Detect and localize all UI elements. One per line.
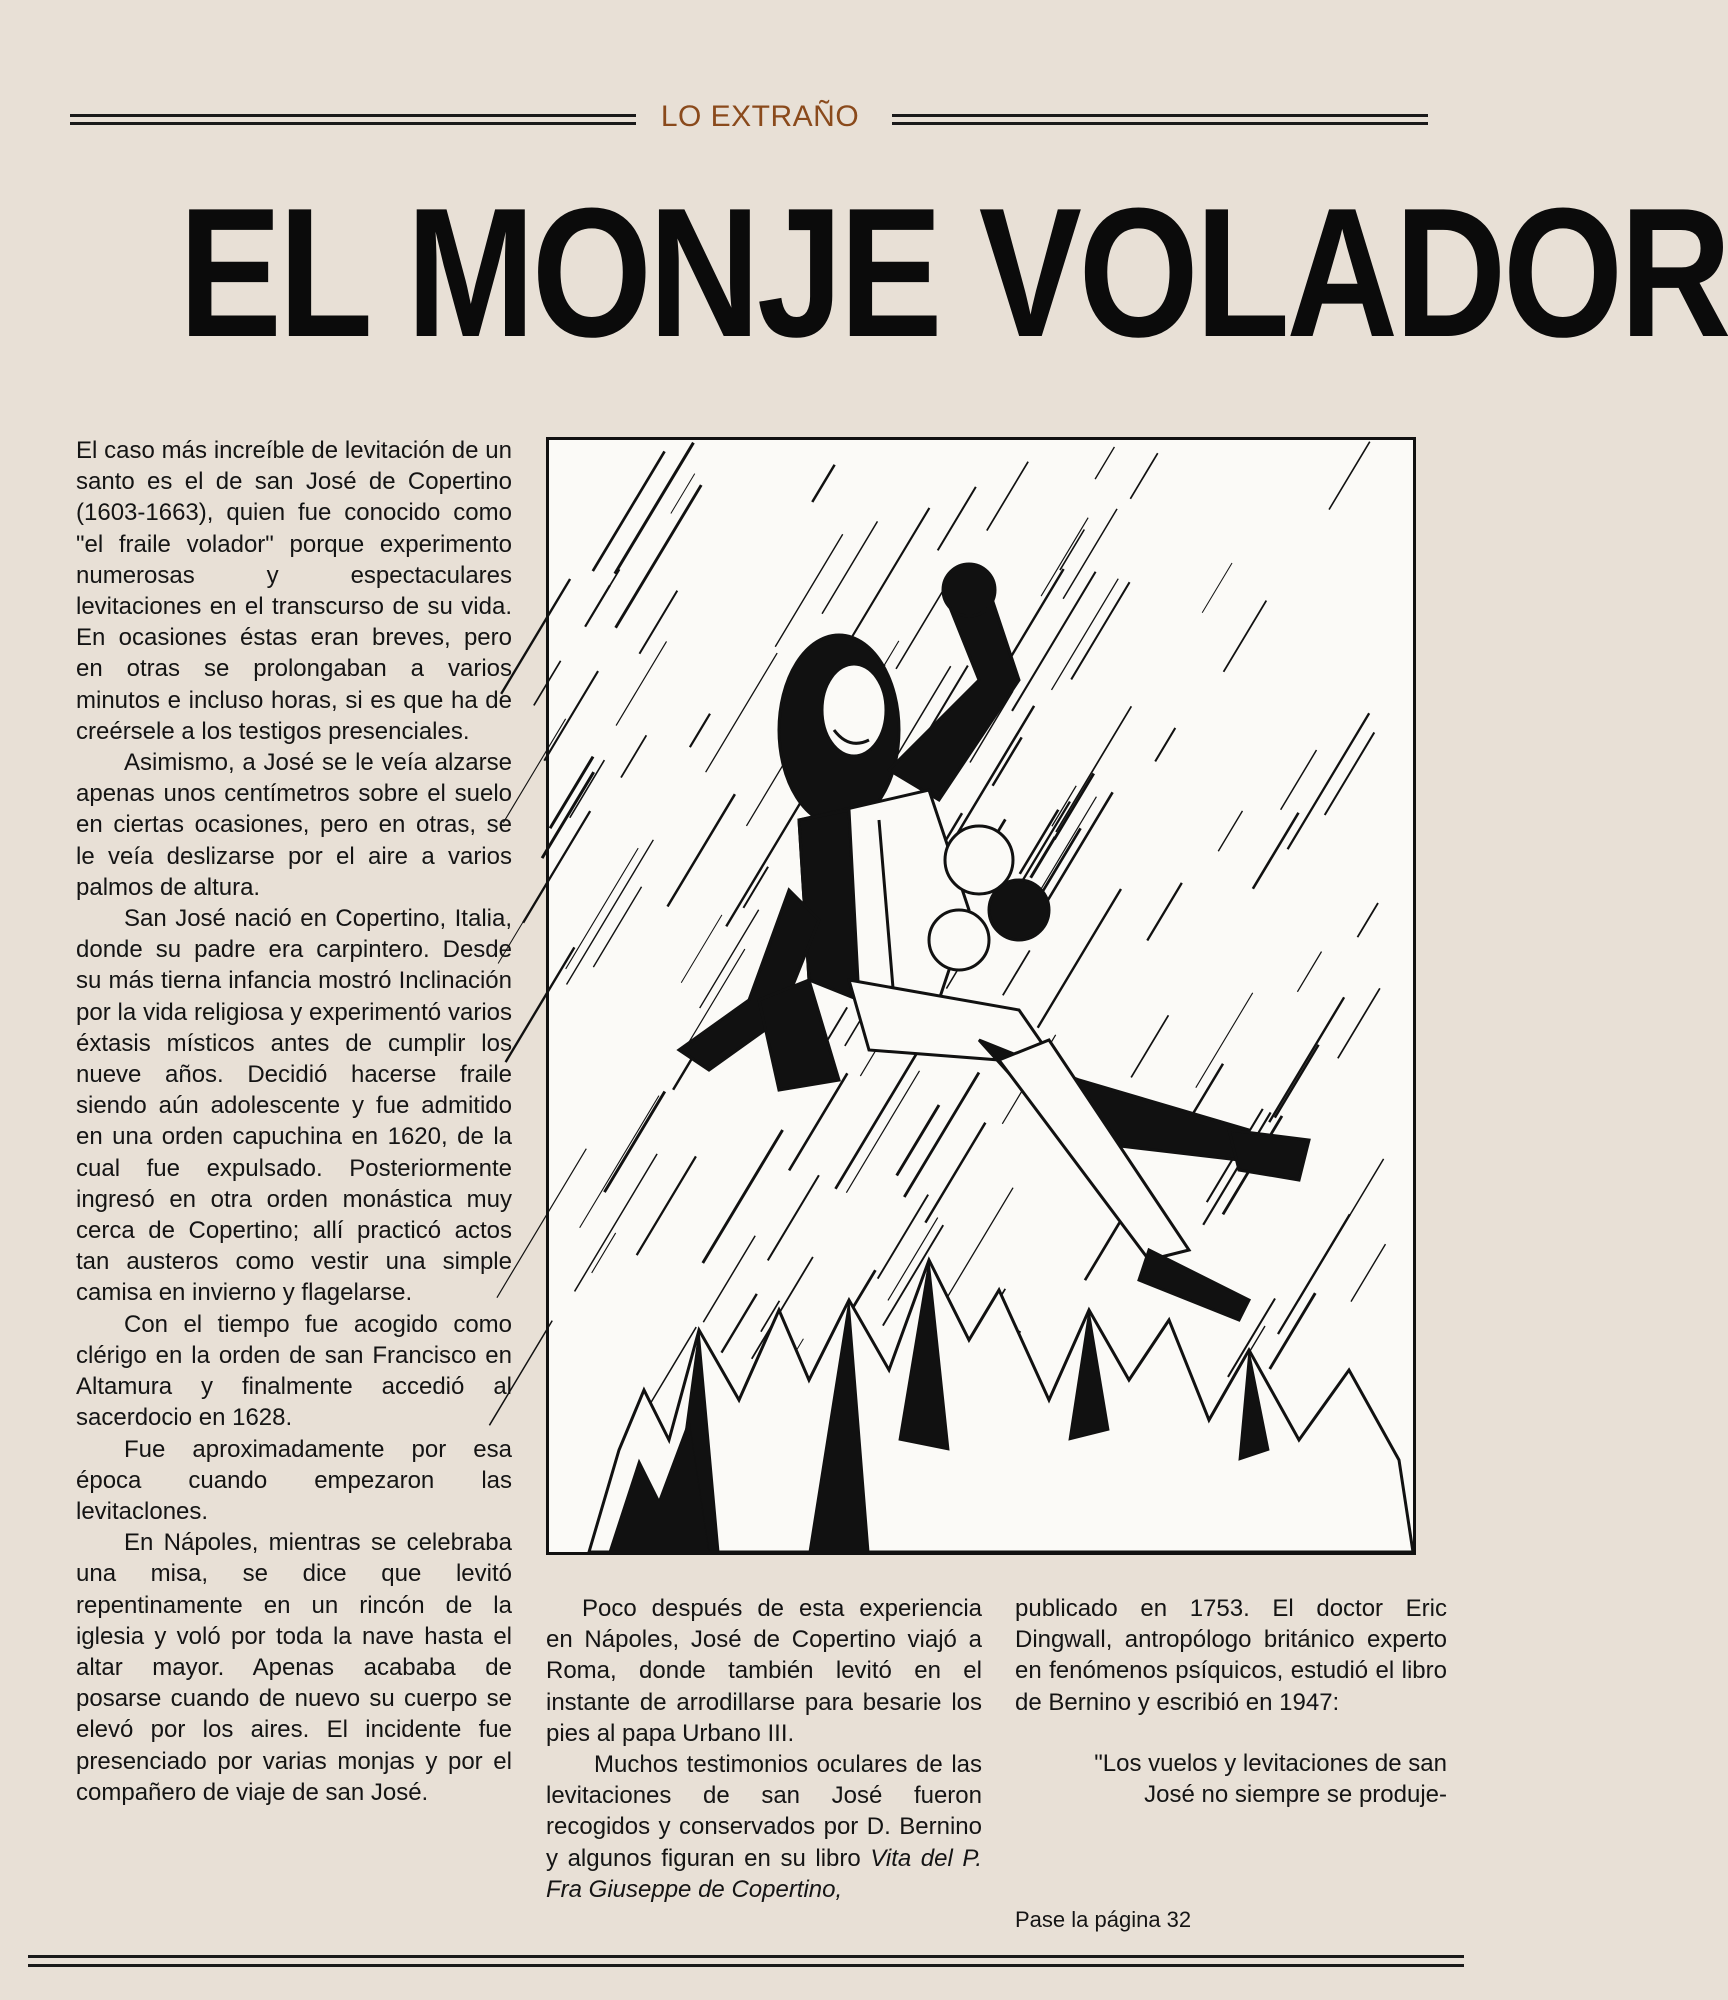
section-label: LO EXTRAÑO [660, 100, 860, 133]
header-rule-right-top [892, 114, 1428, 117]
paragraph: publicado en 1753. El doctor Eric Dingwall, antropólogo británico experto en fenómenos psíquicos, estudió el libro de Bernino y escribió en 1947: [1015, 1595, 1447, 1716]
headline: EL MONJE VOLADOR [178, 169, 1728, 375]
paragraph: Asimismo, a José se le veía alzarse apenas unos centímetros sobre el suelo en ciertas ocasiones, pero en otras, se le veía deslizarse por el aire a varios palmos de altura. [76, 749, 512, 901]
article-column-3 [1015, 1593, 1447, 1810]
paragraph: San José nació en Copertino, Italia, donde su padre era carpintero. Desde su más tierna infancia mostró Inclinación por la vida religiosa y experimentó varios éxtasis místicos antes de cumplir los nueve años. Decidió hacerse fraile siendo aún adolescente y fue admitido en una orden capuchina en 1620, de la cual fue expulsado. Posteriormente ingresó en otra orden monástica muy cerca de Copertino; allí practicó actos tan austeros como vestir una simple camisa en invierno y flagelarse. [76, 905, 512, 1307]
header-rule-right-bottom [892, 122, 1428, 125]
paragraph: El caso más increíble de levitación de un santo es el de san José de Copertino (1603-1663), quien fue conocido como "el fraile volador" porque experimento numerosas y espectaculares levitaciones en el transcurso de su vida. En ocasiones éstas eran breves, pero en otras se prolongaban a varios minutos e incluso horas, si es que ha de creérsele a los testigos presenciales. [76, 437, 512, 745]
flying-monk-drawing [549, 440, 1413, 1552]
paragraph: Fue aproximadamente por esa época cuando empezaron las levitaclones. [76, 1435, 512, 1525]
footer-rule-top [28, 1955, 1464, 1958]
quote: "Los vuelos y levitaciones de san José no siempre se produje- [1094, 1749, 1447, 1809]
paragraph: En Nápoles, mientras se celebraba una misa, se dice que levitó repentinamente en un rincón de la iglesia y voló por toda la nave hasta el altar mayor. Apenas acababa de posarse cuando de nuevo su cuerpo se elevó por los aires. El incidente fue presenciado por varias monjas y por el compañero de viaje de san José. [76, 1529, 512, 1806]
book-title: Vita del P. Fra Giuseppe de Copertino, [546, 1844, 982, 1903]
header-rule-left-top [70, 114, 636, 117]
paragraph: Poco después de esta experiencia en Nápoles, José de Copertino viajó a Roma, donde también levitó en el instante de arrodillarse para besarie los pies al papa Urbano III. [546, 1595, 982, 1747]
article-column-1 [76, 435, 512, 1808]
footer-rule-bottom [28, 1964, 1464, 1967]
article-column-2 [546, 1593, 982, 1905]
continue-note: Pase la página 32 [1015, 1907, 1192, 1932]
mountains [589, 1260, 1413, 1552]
header-rule-left-bottom [70, 122, 636, 125]
paragraph [546, 1749, 982, 1905]
flying-monk-illustration [546, 437, 1416, 1555]
paragraph-text: Muchos testimonios oculares de las levitaciones de san José fueron recogidos y conservados por D. Bernino y algunos figuran en su libro [546, 1751, 982, 1872]
paragraph: Con el tiempo fue acogido como clérigo en la orden de san Francisco en Altamura y finalmente accedió al sacerdocio en 1628. [76, 1310, 512, 1432]
